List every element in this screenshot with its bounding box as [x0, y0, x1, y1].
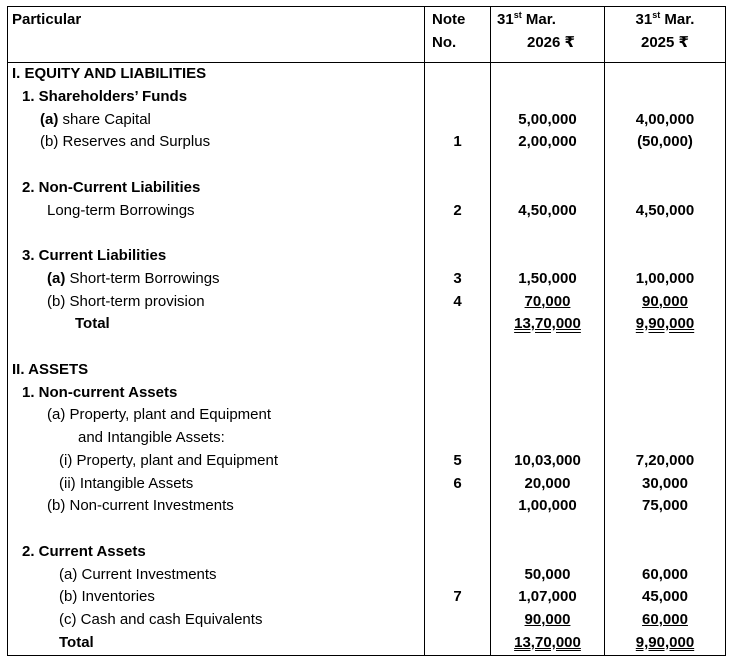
note-cell — [425, 518, 491, 541]
previous-year-cell — [605, 154, 726, 177]
header-previous-year — [605, 7, 726, 63]
row-label: (c) Cash and cash Equivalents — [8, 609, 425, 632]
row-label: (b) Short-term provision — [8, 291, 425, 314]
header-cy-year: 2026 ₹ — [527, 34, 575, 51]
subsection-row — [8, 245, 726, 268]
header-cy-sup: st — [513, 10, 522, 20]
header-cy-day: 31 — [497, 11, 514, 28]
previous-year-cell: 4,00,000 — [605, 109, 726, 132]
current-year-cell: 50,000 — [491, 564, 605, 587]
blank-row — [8, 154, 726, 177]
table-row — [8, 495, 726, 518]
current-year-cell: 20,000 — [491, 473, 605, 496]
current-year-cell — [491, 177, 605, 200]
current-year-cell — [491, 154, 605, 177]
note-cell: 4 — [425, 291, 491, 314]
previous-year-cell — [605, 541, 726, 564]
row-label — [8, 518, 425, 541]
note-cell: 6 — [425, 473, 491, 496]
table-header-row — [8, 7, 726, 63]
note-cell — [425, 177, 491, 200]
table-row — [8, 291, 726, 314]
note-cell — [425, 564, 491, 587]
current-year-cell — [491, 336, 605, 359]
note-cell — [425, 86, 491, 109]
total-row — [8, 632, 726, 655]
previous-year-cell — [605, 177, 726, 200]
subsection-shareholders-funds: 1. Shareholders’ Funds — [8, 86, 425, 109]
note-cell — [425, 609, 491, 632]
row-label: (ii) Intangible Assets — [8, 473, 425, 496]
row-label: (b) Reserves and Surplus — [8, 131, 425, 154]
current-year-cell: 4,50,000 — [491, 200, 605, 223]
table-row — [8, 450, 726, 473]
subsection-current-liabilities: 3. Current Liabilities — [8, 245, 425, 268]
previous-year-cell: 45,000 — [605, 586, 726, 609]
header-cy-month: Mar. — [521, 11, 556, 28]
note-cell — [425, 495, 491, 518]
note-cell — [425, 154, 491, 177]
note-cell — [425, 109, 491, 132]
previous-year-cell — [605, 245, 726, 268]
assets-total-previous: 9,90,000 — [635, 633, 695, 651]
blank-row — [8, 222, 726, 245]
previous-year-cell: 1,00,000 — [605, 268, 726, 291]
current-year-cell — [491, 541, 605, 564]
header-note-line2: No. — [432, 34, 457, 51]
current-year-cell — [491, 609, 605, 632]
previous-year-cell: 4,50,000 — [605, 200, 726, 223]
previous-year-cell — [605, 222, 726, 245]
note-cell — [425, 359, 491, 382]
row-prefix: (a) — [40, 110, 59, 128]
row-label: (b) Non-current Investments — [8, 495, 425, 518]
subsection-non-current-liabilities: 2. Non-Current Liabilities — [8, 177, 425, 200]
previous-year-value: 60,000 — [642, 611, 688, 628]
row-label: (b) Inventories — [8, 586, 425, 609]
previous-year-cell: 7,20,000 — [605, 450, 726, 473]
current-year-cell — [491, 518, 605, 541]
note-cell — [425, 245, 491, 268]
note-cell — [425, 632, 491, 655]
current-year-cell: 1,50,000 — [491, 268, 605, 291]
liabilities-total-label: Total — [8, 313, 425, 336]
note-cell — [425, 404, 491, 427]
note-cell: 1 — [425, 131, 491, 154]
previous-year-cell: 75,000 — [605, 495, 726, 518]
section-equity-liabilities: I. EQUITY AND LIABILITIES — [8, 63, 425, 86]
table-row — [8, 109, 726, 132]
subsection-row — [8, 382, 726, 405]
current-year-cell — [491, 291, 605, 314]
subsection-non-current-assets: 1. Non-current Assets — [8, 382, 425, 405]
subsection-row — [8, 177, 726, 200]
previous-year-cell — [605, 291, 726, 314]
subsection-current-assets: 2. Current Assets — [8, 541, 425, 564]
total-row — [8, 313, 726, 336]
table-row — [8, 609, 726, 632]
current-year-cell — [491, 245, 605, 268]
previous-year-cell — [605, 313, 726, 336]
previous-year-cell: 30,000 — [605, 473, 726, 496]
note-cell — [425, 313, 491, 336]
blank-row — [8, 518, 726, 541]
header-current-year — [491, 7, 605, 63]
row-label-text: share Capital — [58, 110, 151, 128]
header-py-sup: st — [652, 10, 661, 20]
previous-year-cell — [605, 86, 726, 109]
current-year-cell: 10,03,000 — [491, 450, 605, 473]
blank-row — [8, 336, 726, 359]
table-row — [8, 131, 726, 154]
balance-sheet-table — [7, 6, 726, 656]
row-label-text: Short-term Borrowings — [65, 269, 220, 287]
section-heading-row — [8, 359, 726, 382]
header-note-line1: Note — [432, 11, 466, 28]
current-year-cell — [491, 222, 605, 245]
row-label: (i) Property, plant and Equipment — [8, 450, 425, 473]
previous-year-cell — [605, 336, 726, 359]
row-label: (a) Current Investments — [8, 564, 425, 587]
table-row — [8, 268, 726, 291]
subsection-row — [8, 86, 726, 109]
table-row — [8, 473, 726, 496]
section-assets: II. ASSETS — [8, 359, 425, 382]
liabilities-total-previous: 9,90,000 — [635, 315, 695, 333]
current-year-cell: 5,00,000 — [491, 109, 605, 132]
section-heading-row — [8, 63, 726, 86]
previous-year-value: 90,000 — [642, 292, 688, 310]
note-cell — [425, 427, 491, 450]
row-label — [8, 336, 425, 359]
note-cell: 7 — [425, 586, 491, 609]
row-prefix: (a) — [47, 269, 66, 287]
table-row — [8, 586, 726, 609]
current-year-value: 70,000 — [524, 292, 571, 310]
note-cell: 2 — [425, 200, 491, 223]
note-cell — [425, 63, 491, 86]
previous-year-cell — [605, 63, 726, 86]
row-label: Long-term Borrowings — [8, 200, 425, 223]
row-label — [8, 154, 425, 177]
current-year-cell: 2,00,000 — [491, 131, 605, 154]
liabilities-total-current: 13,70,000 — [514, 315, 581, 333]
previous-year-cell — [605, 609, 726, 632]
subsection-row — [8, 541, 726, 564]
row-label: (a) Property, plant and Equipment — [8, 404, 425, 427]
row-label — [8, 222, 425, 245]
current-year-cell — [491, 86, 605, 109]
header-note-no — [425, 7, 491, 63]
header-particular: Particular — [8, 7, 425, 63]
previous-year-cell — [605, 404, 726, 427]
current-year-cell — [491, 404, 605, 427]
assets-total-label: Total — [8, 632, 425, 655]
note-cell — [425, 382, 491, 405]
previous-year-cell: (50,000) — [605, 131, 726, 154]
row-label — [8, 268, 425, 291]
current-year-cell — [491, 63, 605, 86]
table-row — [8, 427, 726, 450]
current-year-value: 90,000 — [524, 611, 571, 628]
header-py-month: Mar. — [660, 11, 695, 28]
current-year-cell — [491, 427, 605, 450]
header-py-day: 31 — [635, 11, 653, 28]
note-cell: 5 — [425, 450, 491, 473]
current-year-cell — [491, 359, 605, 382]
note-cell — [425, 222, 491, 245]
current-year-cell — [491, 313, 605, 336]
row-label: and Intangible Assets: — [8, 427, 425, 450]
header-py-year: 2025 ₹ — [641, 34, 689, 51]
previous-year-cell — [605, 382, 726, 405]
previous-year-cell — [605, 518, 726, 541]
table-row — [8, 564, 726, 587]
note-cell — [425, 541, 491, 564]
current-year-cell: 1,07,000 — [491, 586, 605, 609]
table-row — [8, 404, 726, 427]
previous-year-cell — [605, 632, 726, 655]
current-year-cell: 1,00,000 — [491, 495, 605, 518]
table-row — [8, 200, 726, 223]
current-year-cell — [491, 382, 605, 405]
note-cell: 3 — [425, 268, 491, 291]
note-cell — [425, 336, 491, 359]
current-year-cell — [491, 632, 605, 655]
assets-total-current: 13,70,000 — [514, 633, 581, 651]
previous-year-cell — [605, 359, 726, 382]
row-label — [8, 109, 425, 132]
previous-year-cell: 60,000 — [605, 564, 726, 587]
previous-year-cell — [605, 427, 726, 450]
